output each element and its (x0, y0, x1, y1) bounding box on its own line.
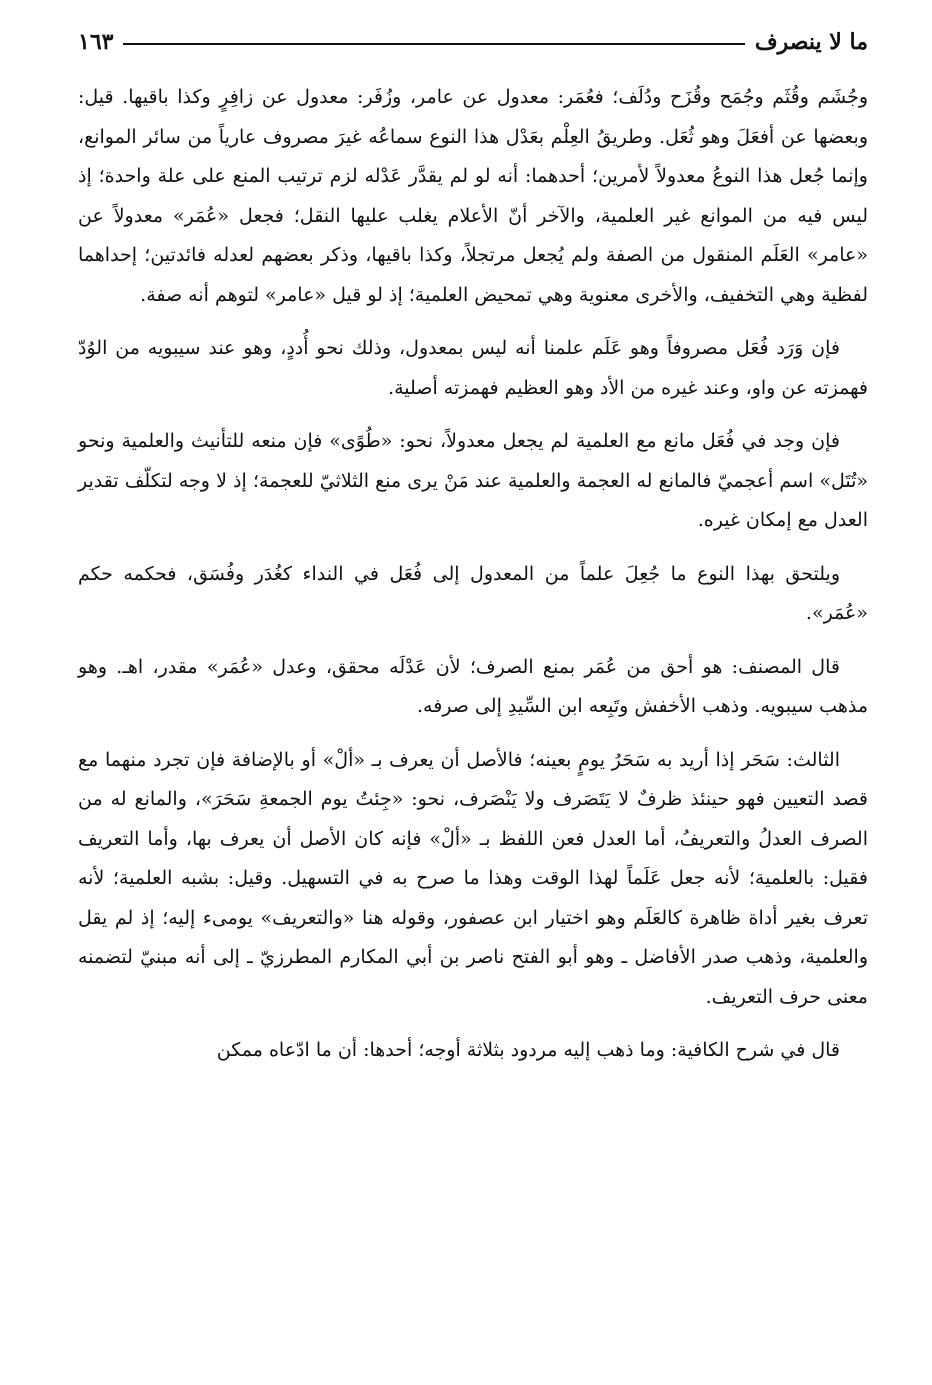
paragraph: وجُشَم وقُثَم وجُمَح وقُزَح ودُلَف؛ فعُمَر: معدول عن عامر، وزُفَر: معدول عن زافِرٍ وكذا باقيها. قيل: وبعضها عن أفعَلَ وهو ثُعَل. وطريقُ العِلْم بعَدْل هذا النوع سماعُه غيرَ مصروف عارياً من سائر الموانع، وإنما جُعل هذا النوعُ معدولاً لأمرين؛ أحدهما: أنه لو لم يقدَّر عَدْله لزم ترتيب المنع على علة واحدة؛ إذ ليس فيه من الموانع غير العلمية، والآخر أنّ الأعلام يغلب عليها النقل؛ فجعل «عُمَر» معدولاً عن «عامر» العَلَم المنقول من الصفة ولم يُجعل مرتجلاً، وكذا باقيها، وذكر بعضهم لعدله فائدتين؛ إحداهما لفظية وهي التخفيف، والأخرى معنوية وهي تمحيض العلمية؛ إذ لو قيل «عامر» لتوهم أنه صفة. (78, 86, 868, 306)
paragraph: فإن وجد في فُعَل مانع مع العلمية لم يجعل معدولاً، نحو: «طُوًى» فإن منعه للتأنيث والعلمية ونحو «تُتَل» اسم أعجميّ فالمانع له العجمة والعلمية عند مَنْ يرى منع الثلاثيّ للعجمة؛ إذ لا وجه لتكلّف تقدير العدل مع إمكان غيره. (78, 430, 868, 531)
page-number: ١٦٣ (78, 29, 114, 55)
paragraph: فإن وَرَد فُعَل مصروفاً وهو عَلَم علمنا أنه ليس بمعدول، وذلك نحو أُددٍ، وهو عند سيبويه من الوُدّ فهمزته عن واو، وعند غيره من الأد وهو العظيم فهمزته أصلية. (78, 337, 868, 399)
paragraph: قال المصنف: هو أحق من عُمَر بمنع الصرف؛ لأن عَدْلَه محقق، وعدل «عُمَر» مقدر، اهـ. وهو مذهب سيبويه. وذهب الأخفش وتَبِعه ابن السِّيدِ إلى صرفه. (78, 655, 868, 717)
body-text (78, 78, 868, 1085)
chapter-title: ما لا ينصرف (754, 29, 868, 55)
paragraph: ويلتحق بهذا النوع ما جُعِلَ علماً من المعدول إلى فُعَل في النداء كغُدَر وفُسَق، فحكمه حكم «عُمَر». (78, 562, 868, 624)
paragraph: قال في شرح الكافية: وما ذهب إليه مردود بثلاثة أوجه؛ أحدها: أن ما ادّعاه ممكن (216, 1039, 840, 1061)
paragraph: الثالث: سَحَر إذا أريد به سَحَرُ يومٍ بعينه؛ فالأصل أن يعرف بـ «ألْ» أو بالإضافة فإن تجرد منهما مع قصد التعيين فهو حينئذ ظرفٌ لا يَتَصَرف ولا يَنْصَرف، نحو: «جِئتُ يوم الجمعةِ سَحَرَ»، والمانع له من الصرف العدلُ والتعريفُ، أما العدل فعن اللفظ بـ «ألْ» فإنه كان الأصل أن يعرف بها، وأما التعريف فقيل: بالعلمية؛ لأنه جعل عَلَماً لهذا الوقت وهذا ما صرح به في التسهيل. وقيل: بشبه العلمية؛ لأنه تعرف بغير أداة ظاهرة كالعَلَم وهو اختيار ابن عصفور، وقوله هنا «والتعريف» يومىء إليه؛ إذ لم يقل والعلمية، وذهب صدر الأفاضل ـ وهو أبو الفتح ناصر بن أبي المكارم المطرزيّ ـ إلى أنه مبنيّ لتضمنه معنى حرف التعريف. (78, 748, 868, 1008)
header-rule (123, 43, 744, 45)
running-head (78, 22, 868, 62)
